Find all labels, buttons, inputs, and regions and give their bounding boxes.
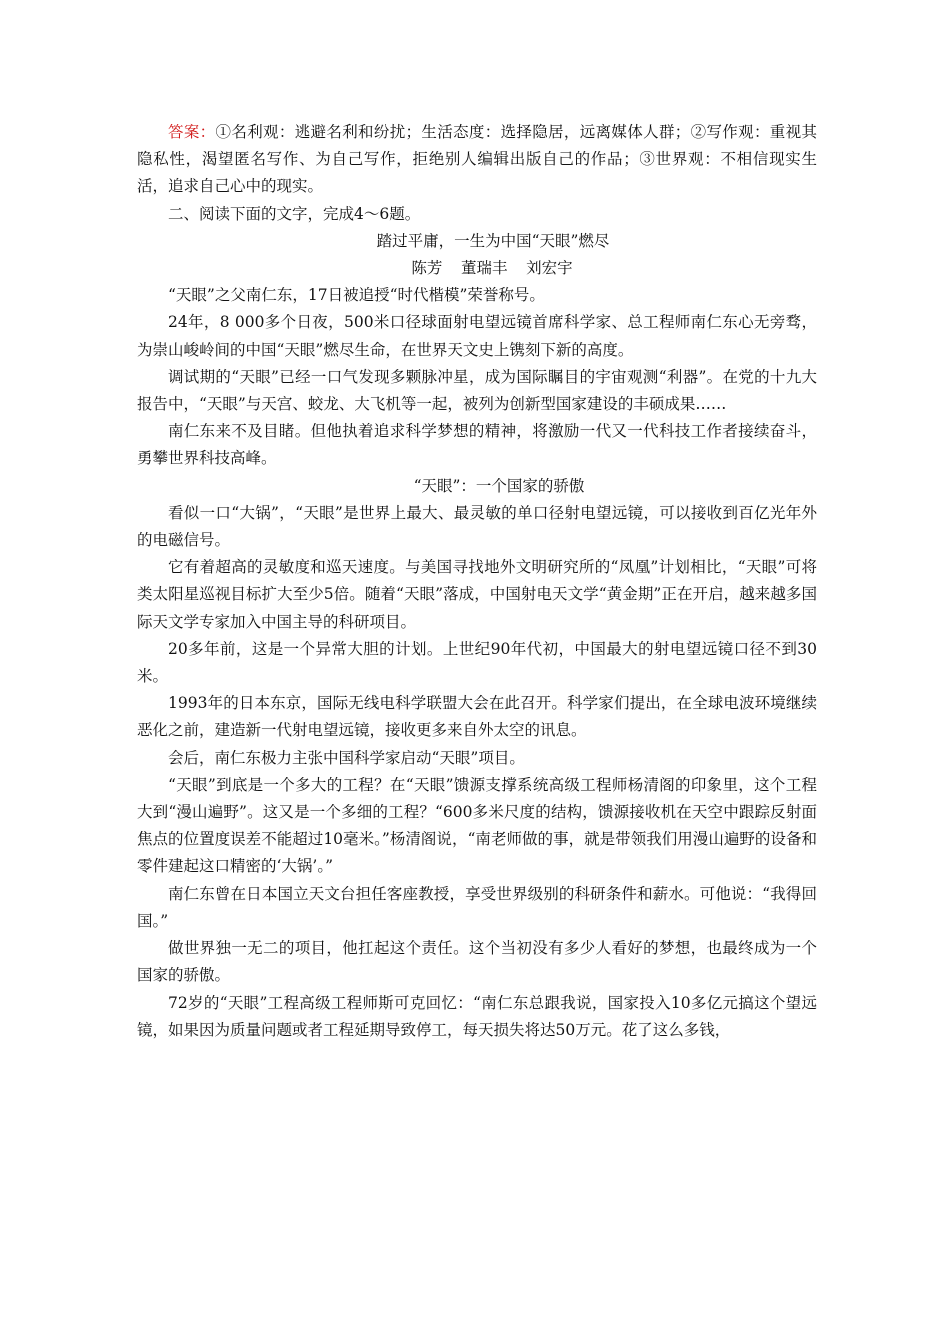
answer-text: ①名利观：逃避名利和纷扰；生活态度：选择隐居，远离媒体人群；②写作观：重视其隐私性，渴望匿名写作、为自己写作，拒绝别人编辑出版自己的作品；③世界观：不相信现实生活，追求自己心中的现实。 <box>137 123 817 196</box>
body-paragraph: 它有着超高的灵敏度和巡天速度。与美国寻找地外文明研究所的“凤凰”计划相比，“天眼”可将类太阳星巡视目标扩大至少5倍。随着“天眼”落成，中国射电天文学“黄金期”正在开启，越来越多国际天文学专家加入中国主导的科研项目。 <box>137 558 817 631</box>
body-paragraph: 看似一口“大锅”，“天眼”是世界上最大、最灵敏的单口径射电望远镜，可以接收到百亿光年外的电磁信号。 <box>137 503 817 550</box>
body-paragraph: 24年，8 000多个日夜，500米口径球面射电望远镜首席科学家、总工程师南仁东心无旁骛，为崇山峻岭间的中国“天眼”燃尽生命，在世界天文史上镌刻下新的高度。 <box>137 313 817 359</box>
body-paragraph: 调试期的“天眼”已经一口气发现多颗脉冲星，成为国际瞩目的宇宙观测“利器”。在党的十九大报告中，“天眼”与天宫、蛟龙、大飞机等一起，被列为创新型国家建设的丰硕成果…… <box>137 367 817 414</box>
document-page <box>137 119 817 1044</box>
body-paragraph: 会后，南仁东极力主张中国科学家启动“天眼”项目。 <box>168 748 525 767</box>
body-paragraph: “天眼”到底是一个多大的工程？在“天眼”馈源支撑系统高级工程师杨清阁的印象里，这个工程大到“漫山遍野”。这又是一个多细的工程？“600多米尺度的结构，馈源接收机在天空中跟踪反射面焦点的位置度误差不能超过10毫米。”杨清阁说，“南老师做的事，就是带领我们用漫山遍野的设备和零件建起这口精密的‘大锅’。” <box>137 775 817 876</box>
author-name: 陈芳 <box>411 259 443 278</box>
body-paragraph: 20多年前，这是一个异常大胆的计划。上世纪90年代初，中国最大的射电望远镜口径不到30米。 <box>137 639 817 686</box>
author-name: 刘宏宇 <box>526 259 573 278</box>
article-subheading: “天眼”：一个国家的骄傲 <box>413 476 585 495</box>
body-paragraph: 南仁东曾在日本国立天文台担任客座教授，享受世界级别的科研条件和薪水。可他说：“我得回国。” <box>137 884 817 930</box>
article-authors <box>137 255 817 282</box>
body-paragraph: “天眼”之父南仁东，17日被追授“时代楷模”荣誉称号。 <box>168 286 545 305</box>
body-paragraph: 1993年的日本东京，国际无线电科学联盟大会在此召开。科学家们提出，在全球电波环境继续恶化之前，建造新一代射电望远镜，接收更多来自外太空的讯息。 <box>137 694 817 740</box>
author-name: 董瑞丰 <box>460 259 508 278</box>
article-title: 踏过平庸，一生为中国“天眼”燃尽 <box>376 231 610 250</box>
section-heading: 二、阅读下面的文字，完成4～6题。 <box>168 204 421 223</box>
body-paragraph: 南仁东来不及目睹。但他执着追求科学梦想的精神，将激励一代又一代科技工作者接续奋斗，勇攀世界科技高峰。 <box>137 422 817 468</box>
body-paragraph: 72岁的“天眼”工程高级工程师斯可克回忆：“南仁东总跟我说，国家投入10多亿元搞这个望远镜，如果因为质量问题或者工程延期导致停工，每天损失将达50万元。花了这么多钱， <box>137 993 817 1039</box>
answer-label: 答案： <box>168 123 216 141</box>
body-paragraph: 做世界独一无二的项目，他扛起这个责任。这个当初没有多少人看好的梦想，也最终成为一个国家的骄傲。 <box>137 939 817 985</box>
answer-paragraph <box>137 119 817 201</box>
